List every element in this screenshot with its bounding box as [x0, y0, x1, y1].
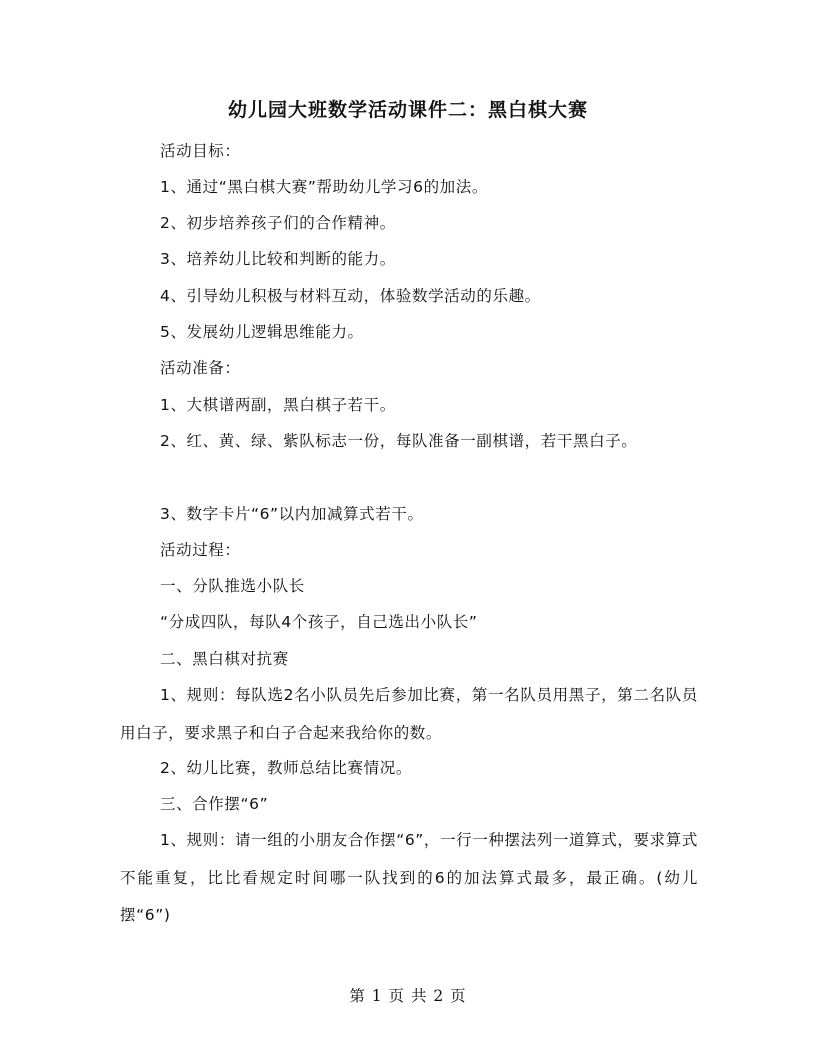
step3-rule: 1、规则：请一组的小朋友合作摆“6”，一行一种摆法列一道算式，要求算式不能重复，比比看规定时间哪一队找到的6的加法算式最多，最正确。(幼儿摆“6”) — [120, 831, 698, 924]
step2-item: 2、幼儿比赛，教师总结比赛情况。 — [160, 759, 412, 777]
prep-item: 2、红、黄、绿、紫队标志一份，每队准备一副棋谱，若干黑白子。 — [160, 432, 638, 450]
goal-item: 3、培养幼儿比较和判断的能力。 — [160, 250, 396, 268]
step1-quote: “分成四队，每队4个孩子，自己选出小队长” — [160, 613, 478, 631]
goal-item: 4、引导幼儿积极与材料互动，体验数学活动的乐趣。 — [160, 287, 541, 305]
page-footer: 第 1 页 共 2 页 — [349, 987, 467, 1005]
goal-item: 2、初步培养孩子们的合作精神。 — [160, 214, 396, 232]
step1-heading: 一、分队推选小队长 — [160, 577, 305, 595]
step3-heading: 三、合作摆“6” — [160, 795, 269, 813]
step2-rule: 1、规则：每队选2名小队员先后参加比赛，第一名队员用黑子，第二名队员用白子，要求黑子和白子合起来我给你的数。 — [120, 686, 698, 742]
prep-item: 3、数字卡片“6”以内加减算式若干。 — [160, 505, 424, 523]
document-title: 幼儿园大班数学活动课件二：黑白棋大赛 — [227, 99, 588, 121]
goal-item: 5、发展幼儿逻辑思维能力。 — [160, 323, 364, 341]
process-heading: 活动过程： — [160, 541, 241, 559]
prep-heading: 活动准备： — [160, 359, 241, 377]
step2-heading: 二、黑白棋对抗赛 — [160, 650, 289, 668]
goal-item: 1、通过“黑白棋大赛”帮助幼儿学习6的加法。 — [160, 178, 488, 196]
goals-heading: 活动目标： — [160, 142, 241, 160]
prep-item: 1、大棋谱两副，黑白棋子若干。 — [160, 396, 396, 414]
